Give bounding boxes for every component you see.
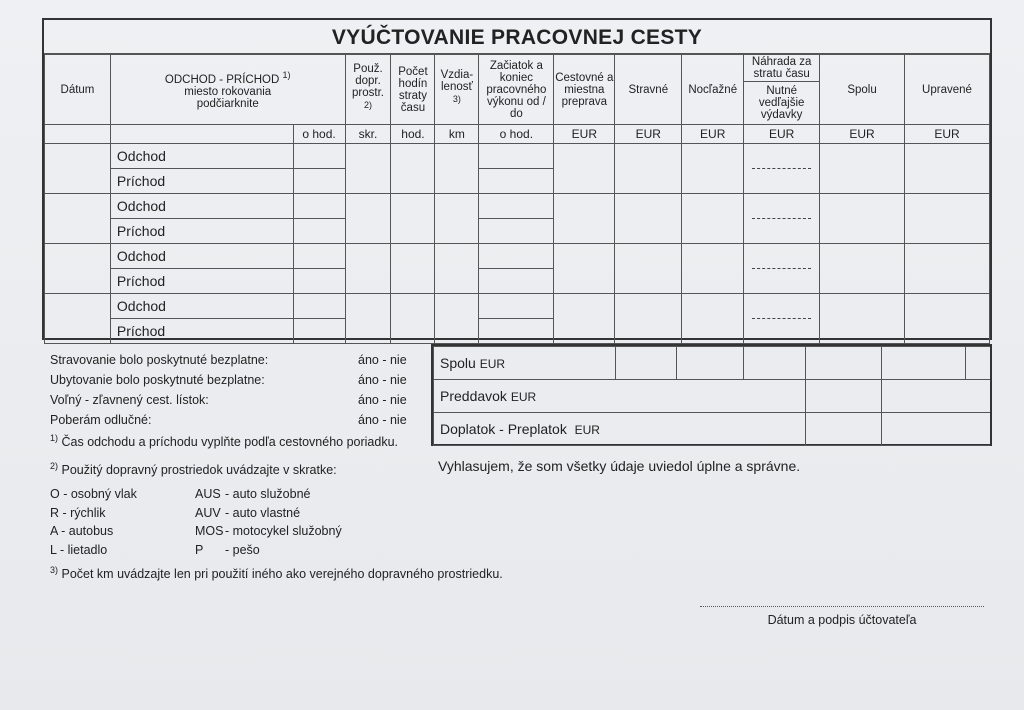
col-vzdialenost bbox=[435, 55, 479, 125]
eur-text: EUR bbox=[479, 357, 506, 371]
time-cell[interactable] bbox=[293, 169, 345, 194]
abbr-code: AUS bbox=[195, 487, 221, 501]
totals-doplatok-label bbox=[434, 413, 806, 446]
unit-hod: hod. bbox=[391, 125, 435, 144]
podciarknite-label: podčiarknite bbox=[196, 97, 259, 110]
upravene-cell[interactable] bbox=[904, 244, 989, 294]
footnote-ref-3: 3) bbox=[452, 94, 461, 105]
cestovne-cell[interactable] bbox=[554, 244, 615, 294]
date-cell[interactable] bbox=[45, 244, 111, 294]
yes-no-notes bbox=[50, 350, 420, 430]
row-label: Odchod bbox=[110, 294, 293, 319]
col-pocet: Počet hodín straty času bbox=[391, 55, 435, 125]
spolu-cell[interactable] bbox=[820, 144, 905, 194]
start-cell[interactable] bbox=[479, 294, 554, 319]
totals-preddavok-label bbox=[434, 380, 806, 413]
abbr-row bbox=[50, 485, 342, 504]
col-spolu: Spolu bbox=[820, 55, 905, 125]
distance-cell[interactable] bbox=[435, 194, 479, 244]
col-odchod-prichod bbox=[110, 55, 345, 125]
hours-cell[interactable] bbox=[391, 144, 435, 194]
upravene-cell[interactable] bbox=[904, 144, 989, 194]
table-row bbox=[45, 294, 990, 319]
unit-eur: EUR bbox=[904, 125, 989, 144]
footnote-2 bbox=[50, 461, 337, 477]
note-value[interactable]: áno - nie bbox=[358, 413, 407, 427]
col-pouz bbox=[345, 55, 391, 125]
footnote-3-mark: 3) bbox=[50, 565, 59, 575]
footnote-1-mark: 1) bbox=[50, 433, 59, 443]
totals-table bbox=[433, 346, 990, 446]
spolu-cell[interactable] bbox=[820, 194, 905, 244]
footnote-1-text: Čas odchodu a príchodu vyplňte podľa cestovného poriadku. bbox=[61, 435, 399, 450]
totals-cell[interactable] bbox=[743, 347, 805, 380]
pouz-label: Použ. dopr. prostr. bbox=[352, 63, 384, 100]
abbr-left: O - osobný vlak bbox=[50, 487, 137, 501]
note-row bbox=[50, 370, 420, 390]
time-cell[interactable] bbox=[293, 319, 345, 344]
totals-spolu-label bbox=[434, 347, 616, 380]
time-cell[interactable] bbox=[293, 269, 345, 294]
note-value[interactable]: áno - nie bbox=[358, 393, 407, 407]
distance-cell[interactable] bbox=[435, 144, 479, 194]
end-cell[interactable] bbox=[479, 169, 554, 194]
end-cell[interactable] bbox=[479, 269, 554, 294]
upravene-cell[interactable] bbox=[904, 194, 989, 244]
hours-cell[interactable] bbox=[391, 194, 435, 244]
note-row bbox=[50, 410, 420, 430]
stravne-cell[interactable] bbox=[615, 144, 682, 194]
unit-eur: EUR bbox=[744, 125, 820, 144]
nahrada-cell[interactable] bbox=[744, 294, 820, 344]
time-cell[interactable] bbox=[293, 219, 345, 244]
noclazne-cell[interactable] bbox=[682, 144, 744, 194]
row-label: Príchod bbox=[110, 169, 293, 194]
col-stravne: Stravné bbox=[615, 55, 682, 125]
unit-o-hod-2: o hod. bbox=[479, 125, 554, 144]
doplatok-text: Doplatok - Preplatok bbox=[440, 421, 567, 437]
totals-row-preddavok bbox=[434, 380, 991, 413]
abbr-code: P bbox=[195, 542, 204, 557]
spolu-text: Spolu bbox=[440, 355, 476, 371]
hours-cell[interactable] bbox=[391, 244, 435, 294]
abbr-desc: - auto vlastné bbox=[225, 505, 301, 520]
noclazne-cell[interactable] bbox=[682, 194, 744, 244]
totals-cell[interactable] bbox=[805, 380, 881, 413]
unit-eur: EUR bbox=[820, 125, 905, 144]
note-row bbox=[50, 350, 420, 370]
unit-eur: EUR bbox=[682, 125, 744, 144]
totals-block bbox=[431, 344, 992, 446]
transport-cell[interactable] bbox=[345, 194, 391, 244]
travel-expense-form bbox=[42, 18, 992, 340]
transport-abbreviations bbox=[50, 485, 342, 559]
abbr-code: AUV bbox=[195, 505, 221, 520]
end-cell[interactable] bbox=[479, 219, 554, 244]
transport-cell[interactable] bbox=[345, 144, 391, 194]
note-row bbox=[50, 390, 420, 410]
unit-km: km bbox=[435, 125, 479, 144]
cestovne-cell[interactable] bbox=[554, 294, 615, 344]
note-value[interactable]: áno - nie bbox=[358, 353, 407, 367]
vzdialenost-label: Vzdia- lenosť bbox=[440, 69, 474, 94]
header-row bbox=[45, 55, 990, 125]
abbr-desc: - pešo bbox=[225, 542, 260, 557]
footnote-1 bbox=[50, 433, 398, 449]
unit-o-hod: o hod. bbox=[293, 125, 345, 144]
footnote-2-mark: 2) bbox=[50, 461, 59, 471]
abbr-code: MOS bbox=[195, 524, 224, 538]
unit-datum bbox=[45, 125, 111, 144]
nahrada-cell[interactable] bbox=[744, 194, 820, 244]
abbr-left: A - autobus bbox=[50, 524, 114, 538]
totals-cell[interactable] bbox=[881, 413, 990, 446]
noclazne-cell[interactable] bbox=[682, 244, 744, 294]
time-cell[interactable] bbox=[293, 244, 345, 269]
note-label: Voľný - zľavnený cest. lístok: bbox=[50, 393, 209, 407]
time-cell[interactable] bbox=[293, 194, 345, 219]
form-title: VYÚČTOVANIE PRACOVNEJ CESTY bbox=[44, 20, 990, 54]
abbr-row bbox=[50, 541, 342, 560]
spolu-cell[interactable] bbox=[820, 244, 905, 294]
units-row bbox=[45, 125, 990, 144]
row-label: Odchod bbox=[110, 244, 293, 269]
miesto-label: miesto rokovania bbox=[184, 85, 272, 98]
footnote-ref-1: 1) bbox=[282, 70, 291, 81]
totals-cell[interactable] bbox=[805, 347, 881, 380]
transport-cell[interactable] bbox=[345, 294, 391, 344]
odchod-prichod-label: ODCHOD - PRÍCHOD bbox=[164, 73, 280, 86]
col-cestovne: Cestovné a miestna preprava bbox=[554, 55, 615, 125]
transport-cell[interactable] bbox=[345, 244, 391, 294]
stravne-cell[interactable] bbox=[615, 194, 682, 244]
distance-cell[interactable] bbox=[435, 244, 479, 294]
abbr-desc: - auto služobné bbox=[225, 487, 311, 501]
note-label: Ubytovanie bolo poskytnuté bezplatne: bbox=[50, 373, 265, 387]
totals-cell[interactable] bbox=[881, 380, 990, 413]
abbr-left: L - lietadlo bbox=[50, 542, 108, 557]
expense-table bbox=[44, 54, 990, 344]
row-label: Príchod bbox=[110, 319, 293, 344]
eur-text: EUR bbox=[574, 423, 600, 437]
declaration-text: Vyhlasujem, že som všetky údaje uviedol úplne a správne. bbox=[438, 458, 801, 474]
row-label: Odchod bbox=[110, 194, 293, 219]
table-row bbox=[45, 144, 990, 169]
upravene-cell[interactable] bbox=[904, 294, 989, 344]
table-row bbox=[45, 244, 990, 269]
note-label: Stravovanie bolo poskytnuté bezplatne: bbox=[50, 353, 269, 367]
footnote-ref-2: 2) bbox=[363, 100, 372, 111]
nahrada-cell[interactable] bbox=[744, 244, 820, 294]
unit-eur: EUR bbox=[615, 125, 682, 144]
note-value[interactable]: áno - nie bbox=[358, 373, 407, 387]
footnote-3-text: Počet km uvádzajte len pri použití iného ako verejného dopravného prostriedku. bbox=[61, 567, 503, 582]
totals-cell[interactable] bbox=[615, 347, 676, 380]
totals-row-spolu bbox=[434, 347, 991, 380]
totals-cell[interactable] bbox=[966, 347, 990, 380]
noclazne-cell[interactable] bbox=[682, 294, 744, 344]
distance-cell[interactable] bbox=[435, 294, 479, 344]
nahrada-cell[interactable] bbox=[744, 144, 820, 194]
col-upravene: Upravené bbox=[904, 55, 989, 125]
date-cell[interactable] bbox=[45, 144, 111, 194]
totals-cell[interactable] bbox=[805, 413, 881, 446]
table-row bbox=[45, 194, 990, 219]
unit-blank bbox=[110, 125, 293, 144]
date-cell[interactable] bbox=[45, 194, 111, 244]
end-cell[interactable] bbox=[479, 319, 554, 344]
eur-text: EUR bbox=[510, 390, 537, 404]
start-cell[interactable] bbox=[479, 144, 554, 169]
date-cell[interactable] bbox=[45, 294, 111, 344]
time-cell[interactable] bbox=[293, 144, 345, 169]
stravne-cell[interactable] bbox=[615, 244, 682, 294]
footnote-3 bbox=[50, 565, 503, 581]
unit-skr: skr. bbox=[345, 125, 391, 144]
note-label: Poberám odlučné: bbox=[50, 413, 152, 427]
col-noclazne: Nocľažné bbox=[682, 55, 744, 125]
spolu-cell[interactable] bbox=[820, 294, 905, 344]
unit-eur: EUR bbox=[554, 125, 615, 144]
cestovne-cell[interactable] bbox=[554, 144, 615, 194]
abbr-left: R - rýchlik bbox=[50, 505, 106, 520]
row-label: Príchod bbox=[110, 219, 293, 244]
abbr-row bbox=[50, 522, 342, 541]
abbr-desc: - motocykel služobný bbox=[225, 524, 342, 538]
nutne-label: Nutné vedľajšie výdavky bbox=[758, 85, 805, 121]
row-label: Príchod bbox=[110, 269, 293, 294]
nahrada-label: Náhrada za stratu času bbox=[744, 55, 819, 82]
preddavok-text: Preddavok bbox=[440, 388, 507, 404]
hours-cell[interactable] bbox=[391, 294, 435, 344]
stravne-cell[interactable] bbox=[615, 294, 682, 344]
abbr-row bbox=[50, 504, 342, 523]
col-nahrada bbox=[744, 55, 820, 125]
footnote-2-text: Použitý dopravný prostriedok uvádzajte v skratke: bbox=[61, 463, 337, 478]
cestovne-cell[interactable] bbox=[554, 194, 615, 244]
col-datum: Dátum bbox=[45, 55, 111, 125]
time-cell[interactable] bbox=[293, 294, 345, 319]
start-cell[interactable] bbox=[479, 244, 554, 269]
col-zaciatok: Začiatok a koniec pracovného výkonu od / do bbox=[479, 55, 554, 125]
totals-cell[interactable] bbox=[676, 347, 743, 380]
totals-cell[interactable] bbox=[881, 347, 966, 380]
signature-label: Dátum a podpis účtovateľa bbox=[767, 613, 917, 627]
row-label: Odchod bbox=[110, 144, 293, 169]
start-cell[interactable] bbox=[479, 194, 554, 219]
signature-line[interactable] bbox=[700, 606, 984, 607]
totals-row-doplatok bbox=[434, 413, 991, 446]
